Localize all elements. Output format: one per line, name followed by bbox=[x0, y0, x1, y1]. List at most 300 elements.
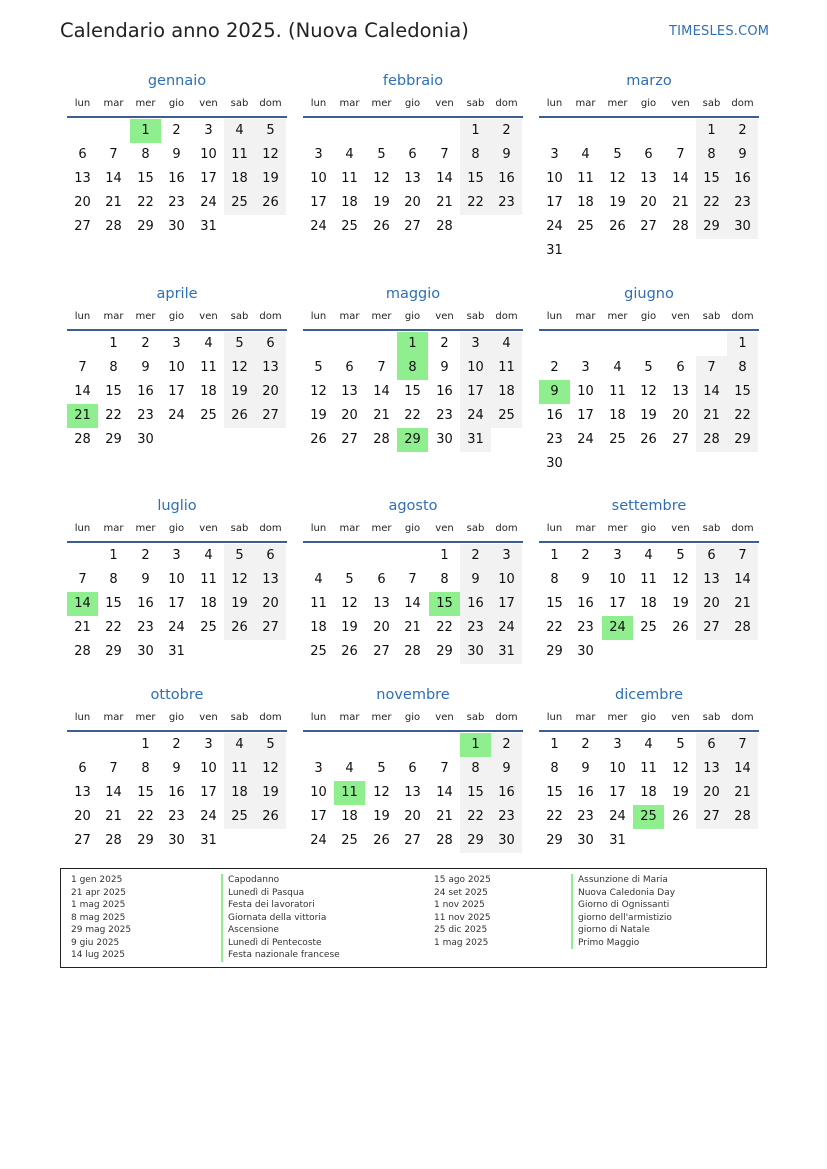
day-cell: 29 bbox=[546, 833, 563, 848]
day-cell: 9 bbox=[581, 761, 590, 776]
day-cell: 25 bbox=[577, 219, 594, 234]
day-cell: 19 bbox=[373, 809, 390, 824]
weekday-label: dom bbox=[731, 311, 754, 322]
day-cell: 8 bbox=[141, 147, 150, 162]
day-cell: 19 bbox=[672, 596, 689, 611]
day-cell: 25 bbox=[200, 408, 217, 423]
holiday-day-cell: 15 bbox=[429, 592, 460, 616]
day-cell: 9 bbox=[502, 761, 511, 776]
weekday-label: sab bbox=[702, 311, 721, 322]
header-divider bbox=[303, 730, 523, 732]
day-cell: 14 bbox=[404, 596, 421, 611]
day-cell: 28 bbox=[703, 432, 720, 447]
weekday-label: lun bbox=[74, 311, 91, 322]
day-cell: 5 bbox=[613, 147, 622, 162]
day-cell: 18 bbox=[640, 785, 657, 800]
day-cell: 4 bbox=[581, 147, 590, 162]
weekday-header bbox=[67, 523, 287, 537]
day-cell: 7 bbox=[440, 761, 449, 776]
day-cell: 1 bbox=[550, 548, 559, 563]
day-cell: 24 bbox=[168, 620, 185, 635]
day-cell: 31 bbox=[200, 219, 217, 234]
day-cell: 5 bbox=[676, 548, 685, 563]
weekday-label: dom bbox=[259, 712, 282, 723]
weekday-label: dom bbox=[259, 311, 282, 322]
day-grid bbox=[67, 119, 287, 263]
legend-date: 11 nov 2025 bbox=[434, 912, 491, 923]
day-cell: 4 bbox=[235, 737, 244, 752]
day-grid bbox=[539, 733, 759, 877]
day-cell: 12 bbox=[231, 572, 248, 587]
weekday-label: mar bbox=[103, 523, 124, 534]
weekday-label: lun bbox=[546, 712, 563, 723]
day-cell: 25 bbox=[200, 620, 217, 635]
legend-date: 15 ago 2025 bbox=[434, 875, 491, 885]
day-cell: 13 bbox=[74, 785, 91, 800]
day-cell: 17 bbox=[168, 596, 185, 611]
day-cell: 1 bbox=[550, 737, 559, 752]
holiday-legend bbox=[60, 868, 767, 968]
day-cell: 25 bbox=[231, 809, 248, 824]
day-cell: 4 bbox=[644, 737, 653, 752]
legend-holiday-name: Festa dei lavoratori bbox=[221, 899, 340, 912]
legend-date: 9 giu 2025 bbox=[71, 937, 120, 948]
day-cell: 20 bbox=[74, 195, 91, 210]
weekday-label: lun bbox=[310, 311, 327, 322]
day-cell: 22 bbox=[734, 408, 751, 423]
day-cell: 29 bbox=[137, 219, 154, 234]
day-cell: 19 bbox=[609, 195, 626, 210]
day-cell: 26 bbox=[262, 195, 279, 210]
weekday-label: mer bbox=[135, 712, 156, 723]
day-cell: 23 bbox=[137, 408, 154, 423]
day-cell: 26 bbox=[341, 644, 358, 659]
day-cell: 22 bbox=[137, 195, 154, 210]
weekday-label: lun bbox=[74, 712, 91, 723]
day-cell: 10 bbox=[310, 171, 327, 186]
day-cell: 4 bbox=[345, 761, 354, 776]
day-cell: 20 bbox=[672, 408, 689, 423]
legend-date: 29 mag 2025 bbox=[71, 925, 132, 935]
weekday-header bbox=[539, 523, 759, 537]
day-cell: 27 bbox=[640, 219, 657, 234]
day-cell: 31 bbox=[168, 644, 185, 659]
day-cell: 21 bbox=[74, 620, 91, 635]
day-cell: 9 bbox=[141, 360, 150, 375]
day-cell: 21 bbox=[734, 785, 751, 800]
day-cell: 19 bbox=[262, 171, 279, 186]
day-cell: 18 bbox=[341, 195, 358, 210]
day-cell: 17 bbox=[609, 785, 626, 800]
day-cell: 16 bbox=[498, 785, 515, 800]
weekday-header bbox=[303, 523, 523, 537]
weekday-label: gio bbox=[168, 712, 185, 723]
weekday-label: dom bbox=[495, 311, 518, 322]
day-cell: 13 bbox=[262, 360, 279, 375]
day-cell: 30 bbox=[137, 432, 154, 447]
day-cell: 15 bbox=[105, 596, 122, 611]
day-cell: 2 bbox=[141, 548, 150, 563]
day-cell: 30 bbox=[137, 644, 154, 659]
weekday-label: mer bbox=[607, 98, 628, 109]
day-cell: 30 bbox=[577, 833, 594, 848]
day-cell: 3 bbox=[172, 548, 181, 563]
day-cell: 19 bbox=[373, 195, 390, 210]
weekday-label: mer bbox=[607, 311, 628, 322]
weekday-label: ven bbox=[199, 523, 218, 534]
day-cell: 1 bbox=[440, 548, 449, 563]
legend-date: 8 mag 2025 bbox=[71, 912, 126, 923]
day-cell: 22 bbox=[546, 809, 563, 824]
day-cell: 26 bbox=[609, 219, 626, 234]
legend-holiday-name: Giornata della vittoria bbox=[221, 912, 340, 925]
weekday-label: mer bbox=[135, 98, 156, 109]
day-cell: 14 bbox=[105, 171, 122, 186]
day-cell: 16 bbox=[577, 785, 594, 800]
day-cell: 20 bbox=[341, 408, 358, 423]
day-cell: 19 bbox=[231, 596, 248, 611]
day-cell: 24 bbox=[467, 408, 484, 423]
day-cell: 21 bbox=[404, 620, 421, 635]
day-cell: 18 bbox=[310, 620, 327, 635]
weekday-label: gio bbox=[404, 712, 421, 723]
day-cell: 4 bbox=[204, 548, 213, 563]
day-cell: 2 bbox=[141, 336, 150, 351]
day-cell: 15 bbox=[467, 171, 484, 186]
day-cell: 17 bbox=[546, 195, 563, 210]
legend-holiday-name: Primo Maggio bbox=[571, 937, 675, 950]
day-cell: 15 bbox=[703, 171, 720, 186]
day-cell: 7 bbox=[109, 147, 118, 162]
day-cell: 19 bbox=[341, 620, 358, 635]
day-cell: 7 bbox=[78, 572, 87, 587]
day-cell: 9 bbox=[440, 360, 449, 375]
day-cell: 23 bbox=[137, 620, 154, 635]
weekday-label: gio bbox=[640, 311, 657, 322]
legend-holiday-name: giorno di Natale bbox=[571, 924, 675, 937]
month-name: dicembre bbox=[614, 687, 684, 703]
weekday-label: lun bbox=[74, 523, 91, 534]
day-cell: 11 bbox=[200, 572, 217, 587]
day-cell: 18 bbox=[231, 785, 248, 800]
weekday-label: mer bbox=[607, 712, 628, 723]
legend-holiday-name: Assunzione di Maria bbox=[571, 874, 675, 887]
day-grid bbox=[539, 544, 759, 688]
day-cell: 30 bbox=[498, 833, 515, 848]
day-cell: 17 bbox=[609, 596, 626, 611]
weekday-label: ven bbox=[671, 712, 690, 723]
day-cell: 20 bbox=[373, 620, 390, 635]
weekday-label: lun bbox=[310, 712, 327, 723]
weekday-label: mar bbox=[575, 523, 596, 534]
header-divider bbox=[67, 329, 287, 331]
weekday-label: dom bbox=[259, 98, 282, 109]
weekday-label: sab bbox=[466, 311, 485, 322]
month-name: settembre bbox=[611, 498, 687, 514]
day-cell: 12 bbox=[310, 384, 327, 399]
legend-holiday-name: Capodanno bbox=[221, 874, 340, 887]
day-cell: 23 bbox=[436, 408, 453, 423]
day-cell: 23 bbox=[577, 809, 594, 824]
weekday-header bbox=[67, 712, 287, 726]
day-cell: 22 bbox=[137, 809, 154, 824]
day-cell: 5 bbox=[377, 147, 386, 162]
day-cell: 27 bbox=[672, 432, 689, 447]
day-cell: 11 bbox=[200, 360, 217, 375]
day-cell: 11 bbox=[609, 384, 626, 399]
day-cell: 2 bbox=[172, 737, 181, 752]
weekday-label: mar bbox=[103, 712, 124, 723]
day-cell: 26 bbox=[310, 432, 327, 447]
day-cell: 5 bbox=[345, 572, 354, 587]
day-cell: 12 bbox=[262, 761, 279, 776]
weekday-label: mar bbox=[575, 712, 596, 723]
day-cell: 21 bbox=[436, 195, 453, 210]
legend-date: 1 mag 2025 bbox=[71, 900, 126, 910]
holiday-day-cell: 1 bbox=[397, 332, 428, 356]
weekday-label: ven bbox=[671, 98, 690, 109]
header-divider bbox=[303, 116, 523, 118]
day-cell: 15 bbox=[137, 785, 154, 800]
day-cell: 29 bbox=[105, 432, 122, 447]
day-cell: 22 bbox=[105, 408, 122, 423]
day-cell: 18 bbox=[498, 384, 515, 399]
day-cell: 25 bbox=[498, 408, 515, 423]
weekday-label: mar bbox=[103, 311, 124, 322]
day-cell: 27 bbox=[703, 620, 720, 635]
day-cell: 24 bbox=[546, 219, 563, 234]
day-cell: 24 bbox=[498, 620, 515, 635]
day-cell: 19 bbox=[640, 408, 657, 423]
day-cell: 28 bbox=[734, 620, 751, 635]
weekday-label: ven bbox=[435, 311, 454, 322]
weekday-label: dom bbox=[731, 98, 754, 109]
day-cell: 8 bbox=[141, 761, 150, 776]
day-grid bbox=[303, 544, 523, 688]
weekday-label: sab bbox=[466, 712, 485, 723]
weekday-label: gio bbox=[404, 523, 421, 534]
day-cell: 4 bbox=[235, 123, 244, 138]
day-cell: 15 bbox=[734, 384, 751, 399]
day-cell: 2 bbox=[581, 737, 590, 752]
day-cell: 13 bbox=[703, 572, 720, 587]
day-cell: 27 bbox=[262, 408, 279, 423]
day-cell: 18 bbox=[200, 596, 217, 611]
day-cell: 28 bbox=[105, 219, 122, 234]
day-cell: 2 bbox=[738, 123, 747, 138]
day-cell: 2 bbox=[471, 548, 480, 563]
day-cell: 3 bbox=[204, 737, 213, 752]
day-cell: 19 bbox=[310, 408, 327, 423]
weekday-label: mar bbox=[575, 98, 596, 109]
day-cell: 5 bbox=[644, 360, 653, 375]
day-cell: 15 bbox=[404, 384, 421, 399]
day-cell: 2 bbox=[581, 548, 590, 563]
day-cell: 11 bbox=[310, 596, 327, 611]
weekday-header bbox=[67, 98, 287, 112]
day-cell: 31 bbox=[467, 432, 484, 447]
day-cell: 27 bbox=[74, 219, 91, 234]
day-cell: 6 bbox=[78, 761, 87, 776]
day-cell: 25 bbox=[341, 219, 358, 234]
day-cell: 13 bbox=[703, 761, 720, 776]
day-cell: 15 bbox=[546, 785, 563, 800]
header-divider bbox=[539, 730, 759, 732]
weekday-label: dom bbox=[259, 523, 282, 534]
month-name: agosto bbox=[388, 498, 438, 514]
day-cell: 13 bbox=[262, 572, 279, 587]
weekday-label: sab bbox=[466, 523, 485, 534]
day-cell: 21 bbox=[436, 809, 453, 824]
day-cell: 21 bbox=[105, 809, 122, 824]
header-divider bbox=[303, 541, 523, 543]
day-cell: 20 bbox=[74, 809, 91, 824]
day-cell: 22 bbox=[105, 620, 122, 635]
day-cell: 20 bbox=[640, 195, 657, 210]
legend-date: 24 set 2025 bbox=[434, 887, 488, 898]
day-cell: 24 bbox=[200, 195, 217, 210]
day-cell: 26 bbox=[231, 620, 248, 635]
weekday-label: ven bbox=[199, 311, 218, 322]
day-cell: 20 bbox=[703, 596, 720, 611]
header-divider bbox=[539, 329, 759, 331]
day-cell: 26 bbox=[672, 809, 689, 824]
month-name: novembre bbox=[376, 687, 450, 703]
day-cell: 31 bbox=[498, 644, 515, 659]
weekday-label: sab bbox=[702, 523, 721, 534]
weekday-header bbox=[303, 98, 523, 112]
day-cell: 4 bbox=[502, 336, 511, 351]
day-cell: 21 bbox=[672, 195, 689, 210]
weekday-label: ven bbox=[435, 712, 454, 723]
day-cell: 8 bbox=[707, 147, 716, 162]
day-cell: 13 bbox=[640, 171, 657, 186]
day-cell: 25 bbox=[640, 620, 657, 635]
weekday-label: mer bbox=[371, 712, 392, 723]
day-cell: 29 bbox=[467, 833, 484, 848]
day-cell: 4 bbox=[345, 147, 354, 162]
day-cell: 25 bbox=[231, 195, 248, 210]
day-cell: 12 bbox=[672, 761, 689, 776]
day-cell: 26 bbox=[672, 620, 689, 635]
weekday-label: lun bbox=[310, 523, 327, 534]
day-cell: 16 bbox=[734, 171, 751, 186]
day-cell: 1 bbox=[738, 336, 747, 351]
weekday-label: ven bbox=[435, 98, 454, 109]
day-cell: 29 bbox=[734, 432, 751, 447]
holiday-day-cell: 29 bbox=[397, 428, 428, 452]
day-cell: 6 bbox=[408, 147, 417, 162]
page-title: Calendario anno 2025. (Nuova Caledonia) bbox=[60, 19, 469, 42]
weekday-header bbox=[539, 311, 759, 325]
weekday-label: mar bbox=[339, 98, 360, 109]
day-cell: 22 bbox=[703, 195, 720, 210]
day-cell: 10 bbox=[467, 360, 484, 375]
legend-date: 1 mag 2025 bbox=[434, 937, 489, 948]
day-cell: 11 bbox=[341, 171, 358, 186]
weekday-label: dom bbox=[495, 712, 518, 723]
weekday-label: gio bbox=[640, 523, 657, 534]
day-cell: 27 bbox=[404, 833, 421, 848]
legend-holiday-name: giorno dell'armistizio bbox=[571, 912, 675, 925]
day-cell: 1 bbox=[109, 548, 118, 563]
day-cell: 14 bbox=[373, 384, 390, 399]
day-cell: 4 bbox=[613, 360, 622, 375]
day-cell: 3 bbox=[581, 360, 590, 375]
legend-names-right bbox=[571, 874, 675, 949]
day-cell: 31 bbox=[609, 833, 626, 848]
day-cell: 31 bbox=[546, 243, 563, 258]
day-grid bbox=[67, 733, 287, 877]
day-cell: 30 bbox=[734, 219, 751, 234]
day-cell: 2 bbox=[502, 123, 511, 138]
day-cell: 18 bbox=[609, 408, 626, 423]
day-cell: 6 bbox=[78, 147, 87, 162]
day-cell: 22 bbox=[467, 809, 484, 824]
month-name: febbraio bbox=[382, 73, 444, 89]
weekday-label: lun bbox=[310, 98, 327, 109]
day-cell: 2 bbox=[550, 360, 559, 375]
day-cell: 7 bbox=[738, 548, 747, 563]
day-cell: 11 bbox=[231, 147, 248, 162]
day-cell: 2 bbox=[502, 737, 511, 752]
holiday-day-cell: 24 bbox=[602, 616, 633, 640]
day-cell: 28 bbox=[672, 219, 689, 234]
day-cell: 8 bbox=[550, 572, 559, 587]
day-cell: 10 bbox=[200, 761, 217, 776]
day-cell: 8 bbox=[109, 572, 118, 587]
day-cell: 3 bbox=[502, 548, 511, 563]
day-cell: 13 bbox=[74, 171, 91, 186]
day-cell: 10 bbox=[609, 572, 626, 587]
day-cell: 24 bbox=[609, 809, 626, 824]
weekday-label: mar bbox=[575, 311, 596, 322]
weekday-label: sab bbox=[230, 523, 249, 534]
day-cell: 12 bbox=[373, 785, 390, 800]
day-cell: 5 bbox=[235, 336, 244, 351]
day-cell: 27 bbox=[74, 833, 91, 848]
day-cell: 26 bbox=[373, 219, 390, 234]
day-grid bbox=[539, 332, 759, 476]
weekday-label: lun bbox=[546, 311, 563, 322]
day-grid bbox=[539, 119, 759, 263]
day-cell: 5 bbox=[676, 737, 685, 752]
day-cell: 16 bbox=[436, 384, 453, 399]
day-cell: 5 bbox=[377, 761, 386, 776]
header-divider bbox=[303, 329, 523, 331]
day-cell: 28 bbox=[436, 833, 453, 848]
day-cell: 14 bbox=[436, 785, 453, 800]
day-cell: 21 bbox=[734, 596, 751, 611]
day-cell: 17 bbox=[310, 195, 327, 210]
day-cell: 12 bbox=[640, 384, 657, 399]
day-cell: 12 bbox=[262, 147, 279, 162]
legend-holiday-name: Ascensione bbox=[221, 924, 340, 937]
day-cell: 19 bbox=[262, 785, 279, 800]
weekday-header bbox=[303, 311, 523, 325]
day-cell: 21 bbox=[373, 408, 390, 423]
weekday-label: lun bbox=[74, 98, 91, 109]
day-cell: 9 bbox=[581, 572, 590, 587]
day-cell: 3 bbox=[204, 123, 213, 138]
day-cell: 4 bbox=[314, 572, 323, 587]
weekday-label: dom bbox=[495, 523, 518, 534]
day-cell: 16 bbox=[546, 408, 563, 423]
weekday-header bbox=[539, 98, 759, 112]
site-logo-link[interactable]: TIMESLES.COM bbox=[669, 24, 770, 39]
day-cell: 21 bbox=[703, 408, 720, 423]
day-cell: 27 bbox=[341, 432, 358, 447]
